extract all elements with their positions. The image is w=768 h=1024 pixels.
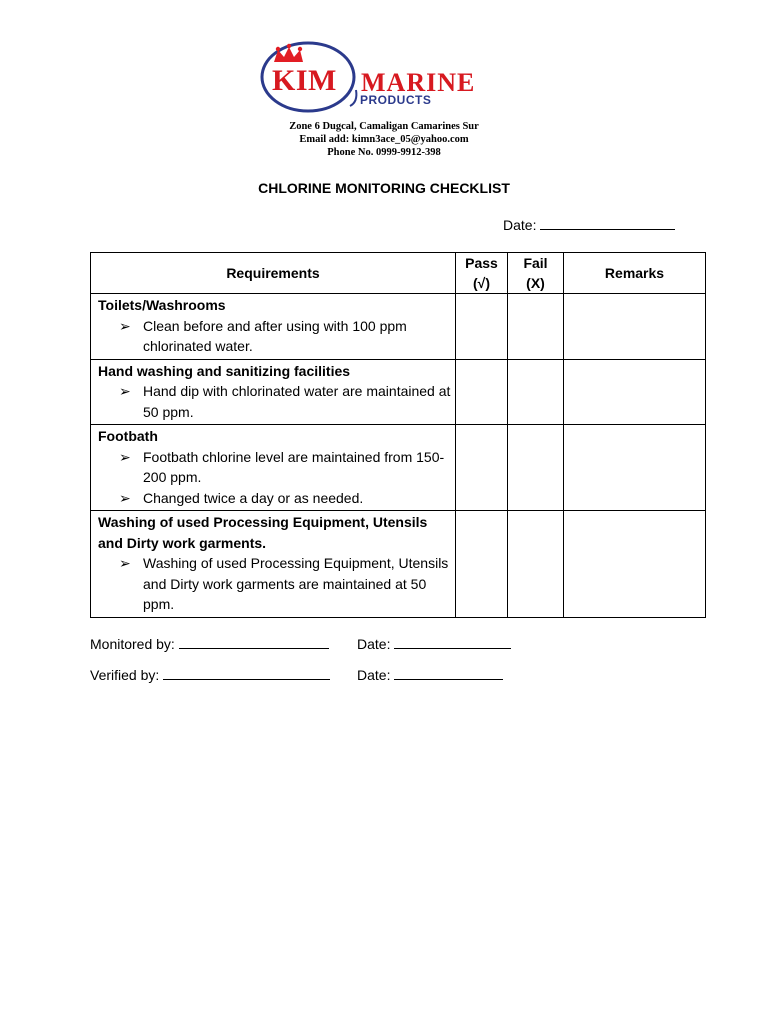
fail-cell[interactable]	[508, 359, 564, 425]
date-label: Date:	[503, 217, 537, 233]
logo-kim-text: KIM	[272, 64, 337, 97]
requirement-heading: Footbath	[98, 428, 158, 444]
pass-header-mark: (√)	[472, 275, 490, 291]
requirement-heading: Hand washing and sanitizing facilities	[98, 362, 351, 379]
monitored-by-field	[90, 636, 329, 652]
verified-date-field	[357, 667, 503, 683]
monitored-date-label: Date:	[357, 636, 391, 652]
verified-date-label: Date:	[357, 667, 391, 683]
requirement-item: ➢ Clean before and after using with 100 ppm chlorinated water.	[119, 317, 407, 354]
company-address: Zone 6 Dugcal, Camaligan Camarines Sur	[289, 121, 479, 132]
requirement-cell	[91, 511, 456, 618]
remarks-cell[interactable]	[564, 359, 706, 425]
arrow-bullet-icon: ➢	[119, 489, 131, 506]
pass-header-label: Pass	[465, 255, 498, 271]
company-phone: Phone No. 0999-9912-398	[327, 147, 441, 158]
monitored-by-blank[interactable]	[179, 647, 329, 649]
date-blank-line[interactable]	[540, 228, 675, 230]
monitored-date-field	[357, 636, 511, 652]
pass-cell[interactable]	[456, 425, 508, 511]
requirement-item: ➢ Hand dip with chlorinated water are maintained at 50 ppm.	[119, 383, 451, 420]
arrow-bullet-icon: ➢	[119, 317, 131, 334]
table-row	[91, 359, 706, 425]
company-logo	[258, 40, 498, 118]
fail-header	[508, 253, 564, 294]
remarks-header: Remarks	[564, 253, 706, 294]
date-field	[503, 217, 675, 233]
monitored-date-blank[interactable]	[394, 647, 511, 649]
monitored-by-label: Monitored by:	[90, 636, 175, 652]
pass-header	[456, 253, 508, 294]
logo-products-text: PRODUCTS	[360, 93, 432, 107]
pass-cell[interactable]	[456, 294, 508, 360]
verified-by-label: Verified by:	[90, 667, 160, 683]
arrow-bullet-icon: ➢	[119, 383, 131, 399]
checklist-table	[90, 252, 706, 618]
table-row	[91, 511, 706, 618]
requirement-heading: Washing of used Processing Equipment, Utensils and Dirty work garments.	[98, 514, 428, 551]
verified-by-field	[90, 667, 330, 683]
arrow-bullet-icon: ➢	[119, 555, 131, 571]
arrow-bullet-icon: ➢	[119, 448, 131, 465]
requirement-item: ➢ Washing of used Processing Equipment, Utensils and Dirty work garments are maintained at 50 ppm.	[119, 555, 449, 612]
document-title: CHLORINE MONITORING CHECKLIST	[258, 180, 510, 196]
remarks-cell[interactable]	[564, 294, 706, 360]
requirement-item: ➢ Changed twice a day or as needed.	[98, 488, 455, 509]
requirement-cell	[91, 425, 456, 511]
table-header-row	[91, 253, 706, 294]
requirement-item: ➢ Footbath chlorine level are maintained from 150-200 ppm.	[119, 448, 445, 485]
logo-marine-text: MARINE	[361, 68, 476, 97]
requirement-cell	[91, 294, 456, 360]
remarks-cell[interactable]	[564, 511, 706, 618]
pass-cell[interactable]	[456, 511, 508, 618]
requirement-heading: Toilets/Washrooms	[98, 297, 226, 313]
fail-cell[interactable]	[508, 294, 564, 360]
pass-cell[interactable]	[456, 359, 508, 425]
requirement-cell	[91, 359, 456, 425]
fail-header-label: Fail	[523, 255, 548, 271]
table-row	[91, 294, 706, 360]
company-email: Email add: kimn3ace_05@yahoo.com	[299, 134, 469, 145]
requirements-header: Requirements	[91, 253, 456, 294]
remarks-cell[interactable]	[564, 425, 706, 511]
fail-cell[interactable]	[508, 511, 564, 618]
verified-date-blank[interactable]	[394, 678, 503, 680]
fail-cell[interactable]	[508, 425, 564, 511]
fail-header-mark: (X)	[526, 275, 545, 291]
table-row	[91, 425, 706, 511]
verified-by-blank[interactable]	[163, 678, 330, 680]
